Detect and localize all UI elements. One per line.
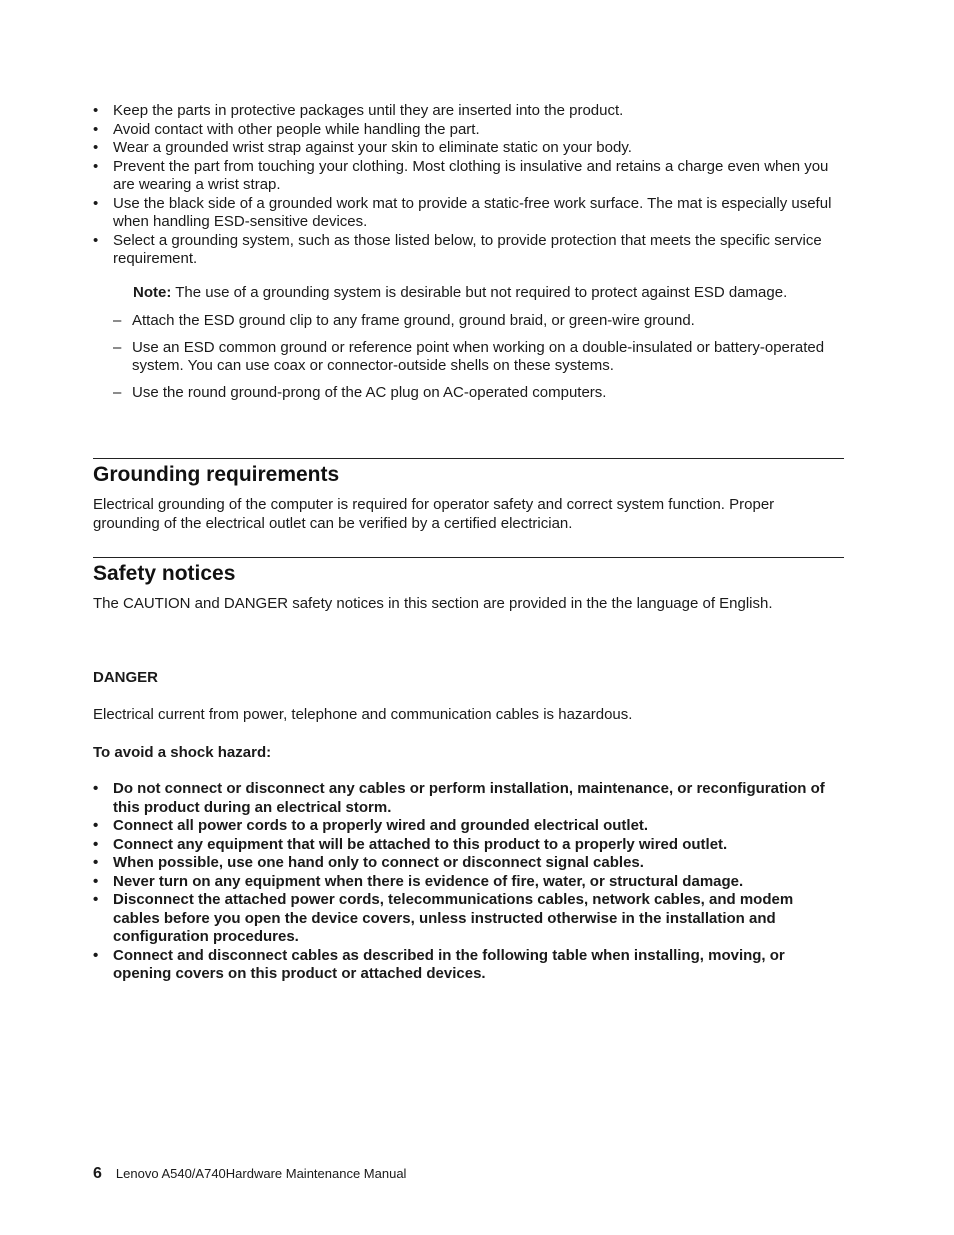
list-item: • Connect and disconnect cables as described in the following table when installing, moving, or opening covers on this product or attached devices.: [93, 946, 785, 982]
section-divider: [93, 557, 844, 558]
list-item: • Do not connect or disconnect any cables or perform installation, maintenance, or reconfiguration of this product during an electrical storm.: [93, 780, 825, 816]
bullet-glyph: •: [93, 835, 99, 853]
shock-hazard-list: [93, 780, 844, 984]
page-number: 6: [93, 1165, 102, 1182]
note: [133, 284, 844, 303]
dash-glyph: –: [113, 338, 122, 356]
note-text: The use of a grounding system is desirable but not required to protect against ESD damage.: [171, 283, 788, 301]
danger-label: DANGER: [93, 669, 159, 686]
bullet-glyph: •: [93, 157, 99, 175]
section-divider: [93, 458, 844, 459]
list-item: – Use an ESD common ground or reference point when working on a double-insulated or battery-operated system. You can use coax or connector-outside shells on these systems.: [113, 338, 825, 374]
bullet-glyph: •: [93, 817, 99, 834]
list-item: • Connect all power cords to a properly wired and grounded electrical outlet.: [93, 817, 649, 834]
bullet-glyph: •: [93, 194, 99, 212]
list-item: • Avoid contact with other people while handling the part.: [93, 120, 480, 138]
list-item: • Keep the parts in protective packages until they are inserted into the product.: [93, 102, 624, 119]
safety-heading: Safety notices: [93, 562, 236, 585]
bullet-glyph: •: [93, 139, 99, 156]
dash-glyph: –: [113, 383, 122, 401]
grounding-text: Electrical grounding of the computer is required for operator safety and correct system function. Proper grounding of the electrical outlet can be verified by a certified electrician.: [93, 496, 775, 532]
list-item: • Use the black side of a grounded work mat to provide a static-free work surface. The mat is especially useful when handling ESD-sensitive devices.: [93, 194, 832, 230]
bullet-glyph: •: [93, 872, 99, 890]
list-item: • Select a grounding system, such as those listed below, to provide protection that meets the specific service requirement. Note: The use of a grounding system is desirable but not required to protect against ESD damage. – Attach the ESD ground clip to any frame ground, ground braid, or green-wire ground. – Use an ESD common ground or reference point when working on a double-insulated or battery-operated system. You can use coax or connector-outside shells on these systems. – Use the round ground-prong of the AC plug on AC-operated computers.: [93, 232, 844, 403]
footer-title: Lenovo A540/A740Hardware Maintenance Manual: [115, 1166, 407, 1181]
safety-text: The CAUTION and DANGER safety notices in this section are provided in the the language of English.: [93, 595, 773, 612]
bullet-glyph: •: [93, 780, 99, 797]
danger-subheading: To avoid a shock hazard:: [93, 744, 272, 761]
grounding-heading: Grounding requirements: [93, 463, 340, 486]
list-item: – Use the round ground-prong of the AC plug on AC-operated computers.: [113, 383, 607, 401]
bullet-glyph: •: [93, 854, 99, 871]
list-item: • When possible, use one hand only to connect or disconnect signal cables.: [93, 854, 644, 871]
list-item: • Disconnect the attached power cords, telecommunications cables, network cables, and modem cables before you open the device covers, unless instructed otherwise in the installation and configuration procedures.: [93, 891, 794, 945]
grounding-options-list: [113, 312, 844, 402]
bullet-glyph: •: [93, 120, 99, 138]
list-item: – Attach the ESD ground clip to any frame ground, ground braid, or green-wire ground.: [113, 312, 695, 329]
bullet-glyph: •: [93, 891, 99, 908]
list-item: • Never turn on any equipment when there is evidence of fire, water, or structural damage.: [93, 872, 744, 890]
bullet-glyph: •: [93, 946, 99, 964]
manual-page: [93, 0, 844, 1235]
list-item: • Prevent the part from touching your clothing. Most clothing is insulative and retains a charge even when you are wearing a wrist strap.: [93, 157, 829, 193]
bullet-glyph: •: [93, 231, 99, 249]
bullet-glyph: •: [93, 102, 99, 119]
dash-glyph: –: [113, 312, 122, 329]
danger-text: Electrical current from power, telephone and communication cables is hazardous.: [93, 706, 633, 723]
esd-precautions-list: [93, 102, 844, 410]
list-item: • Connect any equipment that will be attached to this product to a properly wired outlet.: [93, 835, 728, 853]
page-footer: [93, 1165, 406, 1183]
note-label: Note:: [133, 283, 172, 301]
list-item: • Wear a grounded wrist strap against your skin to eliminate static on your body.: [93, 139, 632, 156]
